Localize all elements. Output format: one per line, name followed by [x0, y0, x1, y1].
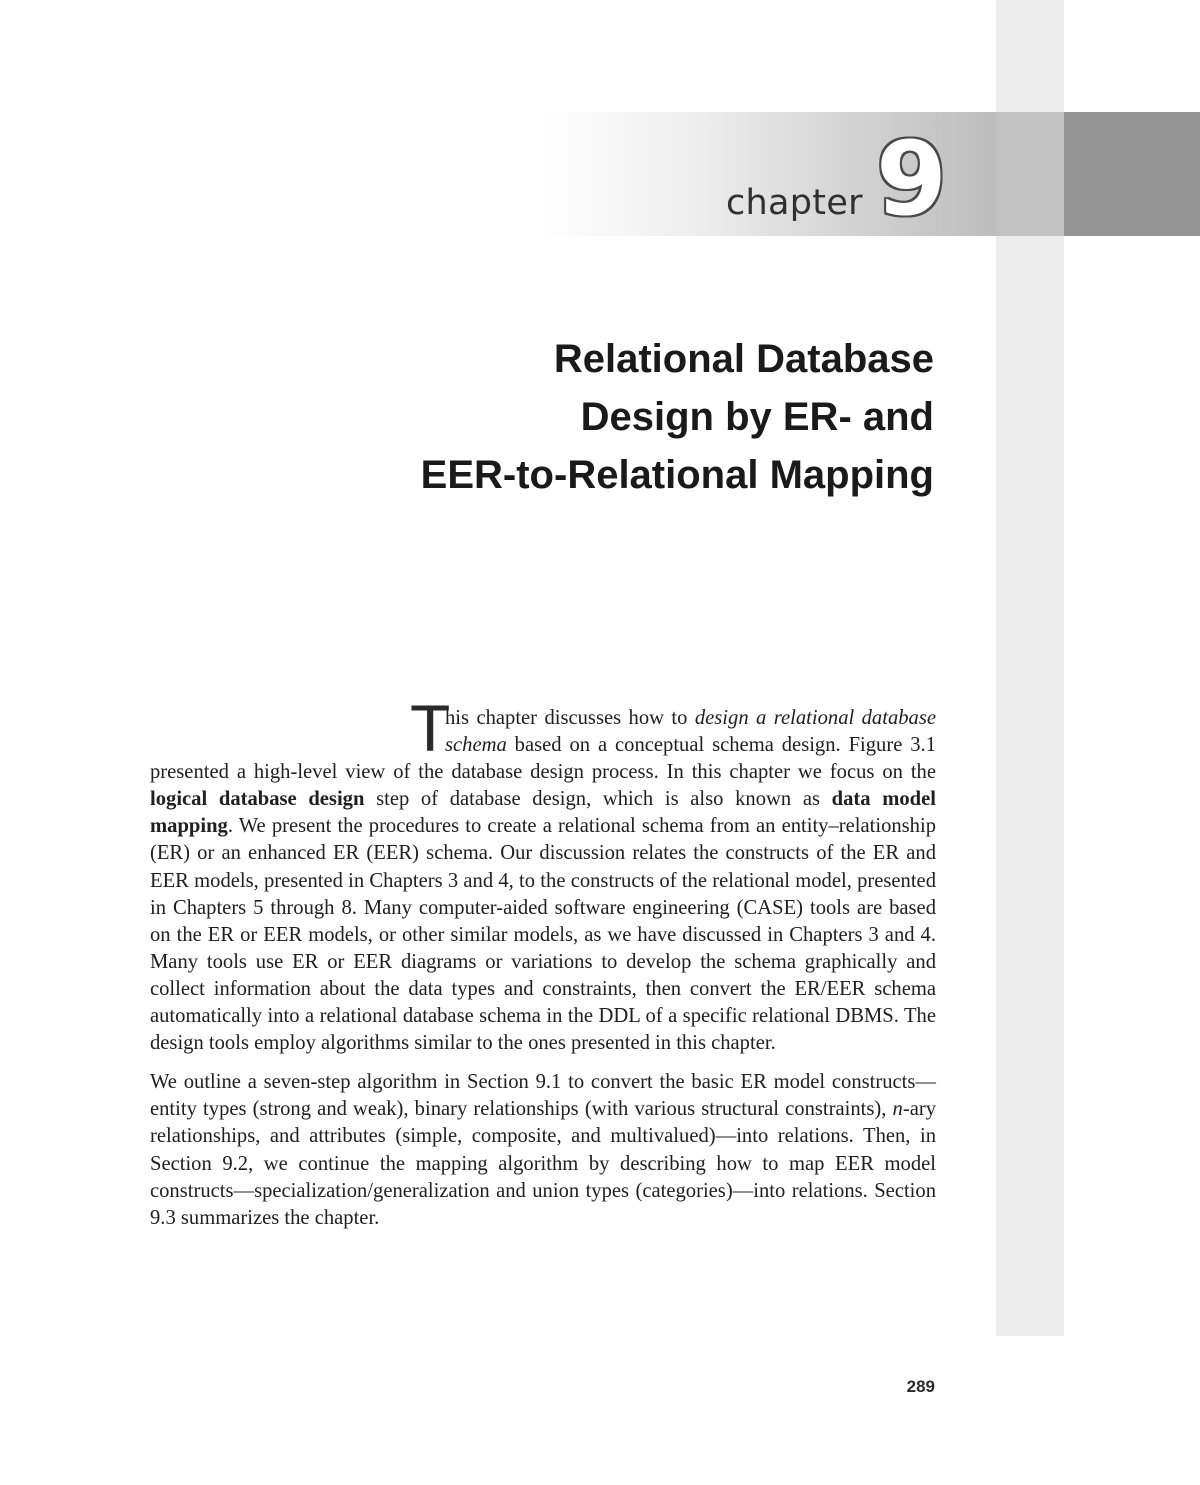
- dropcap-letter: T: [410, 691, 451, 765]
- body-text: [150, 691, 936, 1232]
- p1-bold-1: logical database design: [150, 788, 365, 811]
- chapter-tab: [1064, 112, 1200, 236]
- p1-text-1: his chapter discusses how to: [445, 707, 695, 729]
- p2-text-2: -ary relationships, and attributes (simple, composite, and multivalued)—into relations. Then, in Section 9.2, we continue the mapping algorithm by describing how to map EER model constructs—specialization/generalization and union types (categories)—into relations. Section 9.3 summarizes the chapter.: [150, 1098, 936, 1229]
- p1-text-2: based on a conceptual schema design. Figure 3.1 presented a high-level view of the database design process. In this chapter we focus on the: [150, 734, 936, 784]
- p2-italic-1: n: [892, 1098, 903, 1121]
- chapter-number: 9: [876, 120, 947, 239]
- p2-text-1: We outline a seven-step algorithm in Section 9.1 to convert the basic ER model constructs—entity types (strong and weak), binary relationships (with various structural constraints),: [150, 1071, 936, 1121]
- p1-text-3: step of database design, which is also known as: [364, 788, 832, 811]
- dropcap-space: [150, 705, 445, 755]
- title-line-1: Relational Database: [553, 337, 934, 381]
- page-number: 289: [906, 1377, 935, 1396]
- p1-text-4: . We present the procedures to create a relational schema from an entity–relationship (ER) or an enhanced ER (EER) schema. Our discussion relates the constructs of the ER and EER models, presented in Chapters 3 and 4, to the constructs of the relational model, presented in Chapters 5 through 8. Many computer-aided software engineering (CASE) tools are based on the ER or EER models, or other similar models, as we have discussed in Chapters 3 and 4. Many tools use ER or EER diagrams or variations to develop the schema graphically and collect information about the data types and constraints, then convert the ER/EER schema automatically into a relational database schema in the DDL of a specific relational DBMS. The design tools employ algorithms similar to the ones presented in this chapter.: [150, 815, 936, 1055]
- p1-bold-2: data model mapping: [150, 788, 936, 838]
- chapter-label: chapter: [726, 183, 863, 223]
- p1-italic-1: design a relational database schema: [445, 707, 936, 757]
- paragraph-1: [150, 691, 936, 1057]
- paragraph-2: [150, 1069, 936, 1232]
- side-strip-band: [996, 112, 1064, 236]
- title-line-2: Design by ER- and: [580, 395, 934, 439]
- chapter-title: [421, 330, 934, 504]
- title-line-3: EER-to-Relational Mapping: [420, 453, 934, 497]
